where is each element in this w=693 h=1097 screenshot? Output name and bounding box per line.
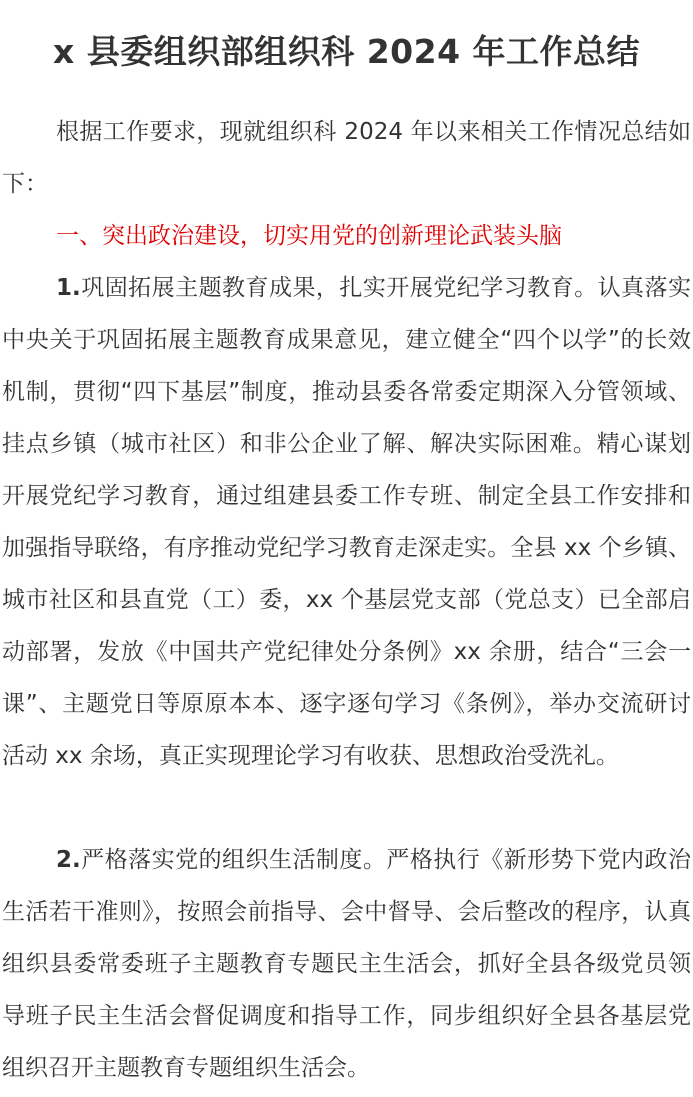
item-paragraph xyxy=(2,834,691,1094)
document-title: x 县委组织部组织科 2024 年工作总结 xyxy=(52,32,641,71)
item-paragraph xyxy=(2,262,691,782)
section-heading: 一、突出政治建设，切实用党的创新理论武装头脑 xyxy=(56,223,562,249)
intro-paragraph: 根据工作要求，现就组织科 2024 年以来相关工作情况总结如下： xyxy=(2,119,691,197)
item-text: 巩固拓展主题教育成果，扎实开展党纪学习教育。认真落实中央关于巩固拓展主题教育成果意见，建立健全“四个以学”的长效机制，贯彻“四下基层”制度，推动县委各常委定期深入分管领域、挂点乡镇（城市社区）和非公企业了解、解决实际困难。精心谋划开展党纪学习教育，通过组建县委工作专班、制定全县工作安排和加强指导联络，有序推动党纪学习教育走深走实。全县 xx 个乡镇、城市社区和县直党（工）委，xx 个基层党支部（党总支）已全部启动部署，发放《中国共产党纪律处分条例》xx 余册，结合“三会一课”、主题党日等原原本本、逐字逐句学习《条例》，举办交流研讨活动 xx 余场，真正实现理论学习有收获、思想政治受洗礼。 xyxy=(2,275,691,769)
item-number: 2. xyxy=(56,847,81,873)
item-text: 严格落实党的组织生活制度。严格执行《新形势下党内政治生活若干准则》，按照会前指导、会中督导、会后整改的程序，认真组织县委常委班子主题教育专题民主生活会，抓好全县各级党员领导班子民主生活会督促调度和指导工作，同步组织好全县各基层党组织召开主题教育专题组织生活会。 xyxy=(2,847,691,1081)
item-number: 1. xyxy=(56,275,81,301)
